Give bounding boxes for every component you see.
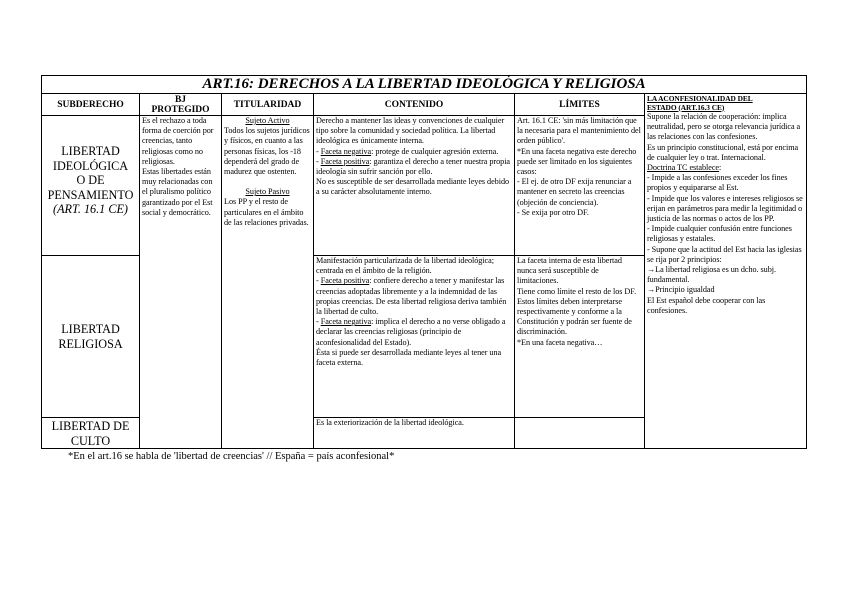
sujeto-activo-label: Sujeto Activo [245,116,290,125]
limites-ideologica [515,116,645,256]
aconf-doctrina-label: Doctrina TC establece [647,163,720,173]
limites-ideologica-p4: - Se exija por otro DF. [517,207,589,217]
contenido-ideologica-p1: Derecho a mantener las ideas y convenciones de cualquier tipo sobre la comunidad y sociedad política. La libertad ideológica es únicamente interna. [316,116,505,146]
faceta-positiva-text: : garantiza el derecho a tener nuestra propia ideología sin sufrir sanción por ello. [316,156,511,177]
contenido-religiosa-negativa: - Faceta negativa: implica el derecho a no verse obligado a declarar las creencias religiosas (principio de aconfesionalidad del Estado). [316,317,506,347]
aconf-bullet-2: - Impide que los valores e intereses religiosos se erijan en parámetros para medir la legitimidad o justicia de las normas o actos de los PP. [647,193,803,224]
limites-culto [515,418,645,449]
header-aconf-line2: ESTADO (ART.16.3 CE) [647,102,725,112]
title-row [42,76,807,94]
limites-ideologica-p2: *En una faceta negativa este derecho puede ser limitado en los siguientes casos: [517,146,637,177]
aconf-cooperacion: Supone la relación de cooperación: implica neutralidad, pero se otorga relevancia jurídica a las relaciones con las confesiones. [647,112,801,142]
aconf-bullet-7: El Est español debe cooperar con las confesiones. [647,295,766,315]
titularidad-cell [222,116,314,449]
contenido-religiosa-positiva: - Faceta positiva: confiere derecho a tener y manifestar las creencias adoptadas libremente y a la indemnidad de las propias creencias. De esta libertad religiosa deriva también la libertad de culto. [316,276,507,317]
faceta-negativa-text: : protege de cualquier agresión externa. [371,146,499,156]
sujeto-pasivo-text: Los PP y el resto de particulares en el ámbito de las relaciones privadas. [224,197,309,227]
subderecho-culto [42,418,140,449]
aconf-bullet-5: →La libertad religiosa es un dcho. subj. fundamental. [647,265,776,285]
faceta-positiva-label: Faceta positiva [320,156,370,166]
limites-religiosa-p4: *En una faceta negativa… [517,337,603,347]
religiosa-name-2: RELIGIOSA [58,336,123,351]
religiosa-name-1: LIBERTAD [61,322,120,336]
limites-ideologica-p3: - El ej. de otro DF exija renunciar a mantener en secreto las creencias (objeción de conciencia). [517,177,632,207]
contenido-religiosa [314,256,515,418]
header-bj-line2: PROTEGIDO [151,104,210,115]
aconfesionalidad-cell [645,94,807,449]
header-limites: LÍMITES [515,94,645,116]
subderecho-ideologica [42,116,140,256]
sujeto-activo-text: Todos los sujetos jurídicos y físicos, en cuanto a las personas físicas, los -18 dependerá del grado de madurez que ostenten. [224,126,310,177]
aconf-bullet-4: - Supone que la actitud del Est hacia las iglesias se rija por 2 principios: [647,244,802,264]
header-contenido: CONTENIDO [314,94,515,116]
bj-text-1: Es el rechazo a toda forma de coerción por creencias, tanto religiosas como no religiosas. [142,116,214,166]
header-aconf-line1: LA ACONFESIONALIDAD DEL [647,94,753,103]
culto-name-1: LIBERTAD DE [51,419,130,433]
table-title: ART.16: DERECHOS A LA LIBERTAD IDEOLÓGICA Y RELIGIOSA [42,76,807,94]
aconf-doctrina [647,163,804,173]
religiosa-positiva-text: : confiere derecho a tener y manifestar las creencias adoptadas libremente y a la indemnidad de las propias creencias. De esta libertad religiosa deriva también la libertad de culto. [316,276,507,317]
header-titularidad: TITULARIDAD [222,94,314,116]
bj-text-2: Estas libertades están muy relacionadas con el pluralismo político garantizado por el Est social y democrático. [142,167,213,217]
header-bj-line1: BJ [174,94,187,105]
sujeto-pasivo-label: Sujeto Pasivo [245,187,290,197]
aconf-bullet-1: - Impide a las confesiones exceder los fines propios y equipararse al Est. [647,173,788,193]
contenido-ideologica [314,116,515,256]
contenido-religiosa-p1: Manifestación particularizada de la libertad ideológica; centrada en el ámbito de la religión. [316,256,494,276]
subderecho-religiosa [42,256,140,418]
limites-religiosa-p1: La faceta interna de esta libertad nunca será susceptible de limitaciones. [517,256,622,286]
aconf-bullet-3: - Impide cualquier confusión entre funciones religiosas y estatales. [647,224,792,244]
rights-table [41,75,807,449]
contenido-religiosa-p4: Ésta si puede ser desarrollada mediante leyes al tener una faceta externa. [316,347,502,368]
limites-religiosa-p3: Estos límites deben interpretarse respectivamente y conforme a la Constitución y podrán ser fuente de discriminación. [517,296,632,337]
religiosa-positiva-label: Faceta positiva [320,276,370,286]
contenido-ideologica-positiva: - Faceta positiva: garantiza el derecho a tener nuestra propia ideología sin sufrir sanción por ello. [316,156,511,177]
header-row [42,94,807,116]
contenido-ideologica-p4: No es susceptible de ser desarrollada mediante leyes debido a su carácter absolutamente interno. [316,177,510,197]
aconf-principio: Es un principio constitucional, está por encima de cualquier ley o trat. Internacional. [647,142,799,162]
limites-religiosa [515,256,645,418]
ideologica-name-2: IDEOLÓGICA [52,158,129,173]
ideologica-name-4: PENSAMIENTO [47,187,134,202]
ideologica-name-1: LIBERTAD [61,144,120,158]
limites-ideologica-p1: Art. 16.1 CE: 'sin más limitación que la necesaria para el mantenimiento del orden público'. [517,116,641,146]
header-bj-protegido [140,94,222,116]
bj-protegido-cell [140,116,222,449]
ideologica-name-ref: (ART. 16.1 CE) [53,202,128,216]
faceta-negativa-label: Faceta negativa [320,146,372,156]
limites-religiosa-p2: Tiene como límite el resto de los DF. [517,286,637,296]
footnote: *En el art.16 se habla de 'libertad de creencias' // España = país aconfesional* [68,451,395,462]
aconf-doctrina-colon: : [719,163,722,173]
religiosa-negativa-text: : implica el derecho a no verse obligado a declarar las creencias religiosas (principio de aconfesionalidad del Estado). [316,317,506,347]
contenido-ideologica-negativa: - Faceta negativa: protege de cualquier agresión externa. [316,146,499,156]
header-subderecho: SUBDERECHO [42,94,140,116]
contenido-culto: Es la exteriorización de la libertad ideológica. [314,418,515,449]
culto-name-2: CULTO [70,433,111,448]
religiosa-negativa-label: Faceta negativa [320,317,372,327]
ideologica-name-3: O DE [76,173,105,187]
aconf-bullet-6: →Principio igualdad [647,285,715,295]
